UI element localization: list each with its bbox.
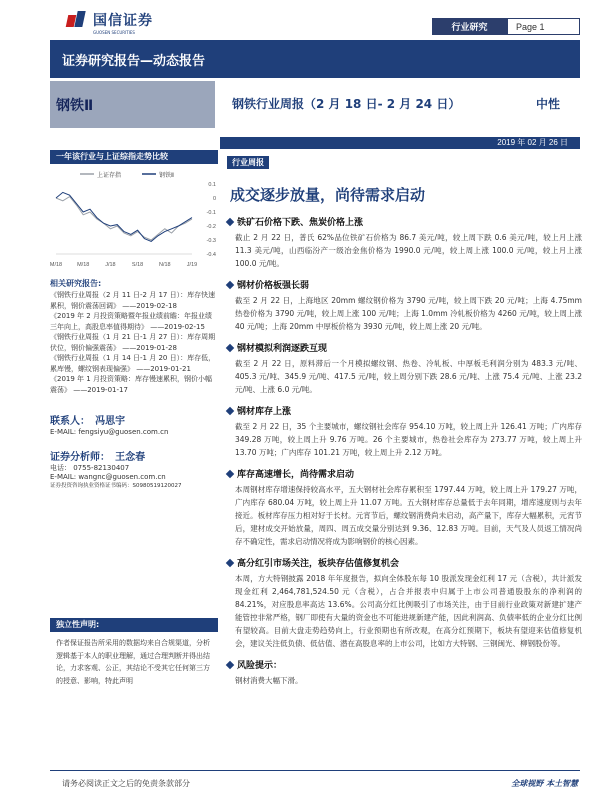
disclaimer-text: 作者保证报告所采用的数据均来自合规渠道，分析逻辑基于本人的职业理解，通过合理判断并得出结论，力求客观、公正，其结论不受其它任何第三方的授意、影响，特此声明: [56, 639, 210, 685]
x-tick-label: M/18: [77, 262, 90, 268]
bullet-icon: [226, 343, 234, 351]
banner-title: 证券研究报告—动态报告: [62, 53, 206, 69]
section-title: 铁矿石价格下跌、焦炭价格上涨: [237, 218, 364, 228]
bullet-icon: [226, 217, 234, 225]
legend-label: 上证存指: [97, 172, 122, 179]
section: [227, 341, 582, 396]
x-tick-label: M/18: [50, 262, 63, 268]
related-report-item: 《钢铁行业周报（2 月 11 日-2 月 17 日）：库存快速累积，钢价震荡回调》 ——2019-02-18: [50, 291, 216, 310]
company-name: 国信证券: [93, 13, 153, 29]
related-report-item: 《2019 年 2 月投资策略暨年报业绩前瞻：年报业绩三年向上，高股息率值得期待》 ——2019-02-15: [50, 312, 212, 331]
page-number: Page 1: [507, 18, 580, 35]
bullet-icon: [226, 280, 234, 288]
sections: [227, 215, 582, 687]
x-tick-label: S/18: [131, 262, 144, 268]
disclaimer-heading: 独立性声明:: [50, 618, 218, 632]
company-logo: [67, 10, 153, 35]
industry-name: 钢铁Ⅱ: [50, 81, 215, 128]
y-tick-label: 0: [212, 196, 216, 202]
related-report-item: 《钢铁行业周报（1 月 21 日-1 月 27 日）：库存周期伏位，钢价偏强震荡》 ——2019-01-28: [50, 333, 216, 352]
y-tick-label: 0.1: [208, 182, 216, 188]
report-type-label: 行业研究: [451, 23, 488, 33]
section: [227, 658, 582, 687]
contact-name: 冯思宇: [95, 416, 126, 427]
performance-chart-svg: [50, 164, 218, 272]
headline: 成交逐步放量，尚待需求启动: [230, 186, 426, 204]
related-report-item: 《钢铁行业周报（1 月 14 日-1 月 20 日）：库存低，累库慢，螺纹钢表现偏强》 ——2019-01-21: [50, 354, 216, 373]
footer-disclaimer-note: 请务必阅读正文之后的免责条款部分: [62, 779, 190, 788]
y-tick-label: -0.1: [206, 210, 216, 216]
related-reports-title: 相关研究报告:: [50, 279, 102, 288]
section-title: 钢材库存上涨: [237, 407, 292, 417]
footer-slogan: 全球视野 本土智慧: [511, 779, 578, 788]
section-title: 库存高速增长，尚待需求启动: [237, 470, 355, 480]
bullet-icon: [226, 406, 234, 414]
rating: 中性: [535, 97, 560, 111]
x-tick-label: J/19: [186, 262, 198, 268]
x-tick-label: N/18: [158, 262, 171, 268]
analyst-phone: 电话： 0755-82130407: [50, 464, 130, 472]
report-title: 钢铁行业周报（2 月 18 日- 2 月 24 日）: [232, 97, 461, 111]
left-sidebar: [50, 150, 218, 491]
related-report-item: 《2019 年 1 月投资策略：库存慢速累积，钢价小幅震荡》 ——2019-01-17: [50, 375, 212, 394]
y-tick-label: -0.3: [206, 238, 216, 244]
section-body: 本周钢材库存增速保持较高水平，五大钢材社会库存累积至 1797.44 万吨，较上周上升 179.27 万吨，广内库存 680.04 万吨，较上周上升 11.07 万吨。五大钢材库存总量低于去年同期，增库速度则与去年接近。板材库存压力相对好于长材。元宵节后，螺纹钢消费尚未启动，高产量下，库存大幅累积，元宵节后，建材成交开始放量，周四、周五成交量分别达到 9.36、12.83 万吨。目前，天气及人员返工情况尚存不确定性，需求启动情况将成为影响钢价的核心因素。: [235, 485, 582, 546]
section: [227, 278, 582, 333]
section-title: 钢材模拟利润逐跌互现: [237, 344, 328, 354]
section: [227, 467, 582, 548]
section: [227, 404, 582, 459]
chart-heading: 一年该行业与上证综指走势比较: [50, 150, 218, 164]
contact-label: 联系人：: [50, 416, 90, 427]
section-title: 风险提示：: [237, 661, 283, 671]
footer-divider: [50, 770, 580, 771]
section-body: 截止 2 月 22 日，普氏 62%品位铁矿石价格为 86.7 美元/吨，较上周下跌 0.6 美元/吨，较上月上涨 11.3 美元/吨，山西临汾产一级冶金焦价格为 1990.0 元/吨，较上周上涨 100.0 元/吨，较上月上涨 100.0 元/吨。: [235, 233, 582, 268]
section: [227, 215, 582, 270]
analyst-label: 证券分析师：: [50, 452, 110, 463]
report-banner: [50, 40, 580, 78]
report-date: 2019 年 02 月 26 日: [220, 137, 580, 149]
legend-label: 钢铁Ⅱ: [159, 172, 174, 179]
section-title: 钢材价格板强长弱: [237, 281, 310, 291]
contact-email: E-MAIL: fengsiyu@guosen.com.cn: [50, 428, 169, 436]
logo-mark-icon: [67, 11, 87, 29]
contact-block: [50, 409, 218, 491]
title-row: [50, 81, 580, 128]
series-line: [56, 192, 192, 241]
x-tick-label: J/18: [105, 262, 116, 268]
section-body: 本周，方大特钢披露 2018 年年度报告，拟向全体股东每 10 股派发现金红利 17 元（含税），共计派发现金红利 2,464,781,524.50 元（含税），占合并报表中归属于上市公司普通股股东的净利润的 84.21%，对应股息率高达 13.6%。公司高分红比例吸引了市场关注，由于目前行业政策对新建扩建产能管控非常严格，钢厂即使有大量的资金也不可能进规新建产能，因此利润高、负债率低的企业分红比例有望较高。目前大盘走势趋势向上，行业预期也有所改观，在高分红预期下，板块有望迎来估值修复机会，建议关注低负债、低估值、潜在高股息率的上市公司，比如方大特钢、三钢闽光、柳钢股份等。: [235, 574, 582, 648]
section-body: 截至 2 月 22 日，35 个主要城市，螺纹钢社会库存 954.10 万吨，较上周上升 126.41 万吨；广内库存 349.28 万吨，较上周上升 9.76 万吨。26 个主要城市，热卷社会库存为 273.77 万吨，较上周上升 13.70 万吨；广内库存 101.21 万吨，较上周上升 2.12 万吨。: [235, 422, 582, 457]
section-title: 高分红引市场关注，板块存估值修复机会: [237, 559, 400, 569]
analyst-email: E-MAIL: wangnc@guosen.com.cn: [50, 473, 166, 481]
section: [227, 556, 582, 650]
y-tick-label: -0.4: [206, 252, 216, 258]
performance-chart: [50, 164, 218, 272]
related-reports-list: [50, 290, 218, 395]
bullet-icon: [226, 469, 234, 477]
section-body: 截至 2 月 22 日，原料滞后一个月模拟螺纹钢、热卷、冷轧板、中厚板毛利润分别为 483.3 元/吨、405.3 元/吨、345.9 元/吨、417.5 元/吨，较上周分别下跌 28.6 元/吨、上涨 75.4 元/吨、上涨 23.2 元/吨、上涨 6.0 元/吨。: [235, 359, 582, 394]
analyst-cert: 证券投资咨询执业资格证书编码：S0980519120027: [50, 483, 182, 489]
main-content: [227, 150, 582, 687]
section-body: 钢材消费大幅下滑。: [235, 676, 303, 685]
section-tag: 行业周报: [227, 156, 269, 169]
bullet-icon: [226, 660, 234, 668]
company-name-en: GUOSEN SECURITIES: [93, 30, 135, 35]
bullet-icon: [226, 558, 234, 566]
section-body: 截至 2 月 22 日，上海地区 20mm 螺纹钢价格为 3790 元/吨，较上周下跌 20 元/吨；上海 4.75mm 热卷价格为 3790 元/吨，较上周上涨 100 元/吨；上海 1.0mm 冷轧板价格为 4260 元/吨，较上周上涨 40 元/吨；上海 20mm 中厚板价格为 3930 元/吨，较上周上涨 20 元/吨。: [235, 296, 582, 331]
y-tick-label: -0.2: [206, 224, 216, 230]
analyst-name: 王念春: [115, 452, 146, 463]
report-type-tag: [432, 18, 580, 35]
